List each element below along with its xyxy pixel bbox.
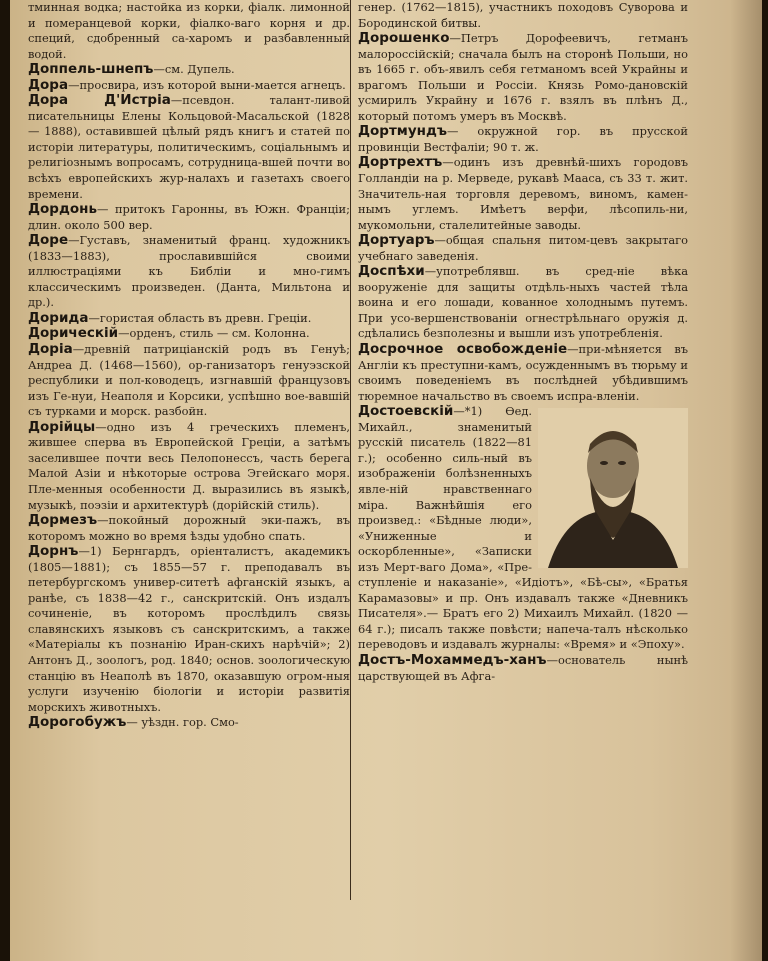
headword: Достоевскій [358, 403, 454, 420]
entry-text: —покойный дорожный эки-пажъ, въ которомъ можно во время ѣзды удобно спать. [28, 513, 350, 543]
entry-8 [28, 342, 350, 420]
entry-text: —древній патриціанскій родъ въ Генуѣ; Андреа Д. (1468—1560), ор-ганизаторъ генуэзской республики и пол-ководецъ, изгнавшій французовъ изъ Ге-нуи, Неаполя и Корсики, успѣшно вое-вавшій съ турками и морск. разбойн. [28, 342, 350, 419]
entry-3 [28, 93, 350, 202]
headword: Доспѣхи [358, 263, 425, 280]
entry-text: —общая спальня питом-цевъ закрытаго учебнаго заведенія. [358, 233, 688, 263]
headword: Доріа [28, 341, 73, 358]
entry-11 [28, 544, 350, 715]
portrait-image [538, 408, 688, 568]
entry-text: — окружной гор. въ прусской провинціи Вестфаліи; 90 т. ж. [358, 124, 688, 154]
entry-7 [28, 326, 350, 342]
encyclopedia-page [10, 0, 762, 961]
entry-1 [28, 62, 350, 78]
headword: Дортуаръ [358, 232, 435, 249]
headword: Дортрехтъ [358, 154, 443, 171]
entry-2 [358, 124, 688, 155]
entry-4 [28, 202, 350, 233]
entry-text: —употреблявш. въ сред-ніе вѣка вооруженіе для защиты отдѣль-ныхъ частей тѣла воина и его лошади, кованное холоднымъ путемъ. При усо-вершенствованіи огнестрѣльнаго оружія д. сдѣлались безполезны и вышли изъ употребленія. [358, 264, 688, 341]
entry-text: —орденъ, стиль — см. Колонна. [118, 326, 310, 341]
headword: Дора Д'Истріа [28, 92, 171, 109]
headword: Дора [28, 76, 69, 93]
entry-6 [358, 342, 688, 404]
entry-9 [28, 420, 350, 513]
entry-text: —псевдон. талант-ливой писательницы Елены Кольцовой-Масальской (1828 — 1888), оставившей цѣлый рядъ книгъ и статей по исторіи литературы, политическимъ, соціальнымъ и религіознымъ вопросамъ, сотрудница-вшей почти во всѣхъ европейскихъ жур-налахъ и газетахъ своего времени. [28, 93, 350, 201]
entry-text: —1) Бернгардъ, оріенталистъ, академикъ (1805—1881); съ 1855—57 г. преподавалъ въ петербургскомъ универ-ситетѣ афганскій языкъ, а ранѣе, съ 1838—42 г., санскритскій. Онъ издалъ сочиненіе, въ которомъ прослѣдилъ связь славянскихъ языковъ съ санскритскимъ, а также «Матеріалы къ познанію Иран-скихъ нарѣчій»; 2) Антонъ Д., зоологъ, род. 1840; основ. зоологическую станцію въ Неаполѣ въ 1870, оказавшую огром-ныя услуги изученію біологіи и исторіи развитія морскихъ животныхъ. [28, 544, 350, 714]
headword: Доппель-шнепъ [28, 61, 154, 78]
entry-5 [358, 264, 688, 342]
entry-6 [28, 311, 350, 327]
headword: Дортмундъ [358, 123, 447, 140]
headword: Дорогобужъ [28, 714, 127, 731]
entry-4 [358, 233, 688, 264]
entry-text: — притокъ Гаронны, въ Южн. Франціи; длин. около 500 вер. [28, 202, 350, 232]
headword: Дормезъ [28, 512, 98, 529]
entry-text: —одно изъ 4 греческихъ племенъ, жившее сперва въ Европейской Греціи, а затѣмъ заселившее почти весь Пелопонессъ, часть берега Малой Азіи и нѣкоторые острова Эгейскаго моря. Пле-менныя особенности Д. выразились въ языкѣ, музыкѣ, поэзіи и архитектурѣ (дорійскій стиль). [28, 419, 350, 512]
entry-text: —Петръ Дорофеевичъ, гетманъ малороссійскій; сначала былъ на сторонѣ Польши, но въ 1665 г. объ-явилъ себя гетманомъ всей Украйны и врагомъ Польши и Россіи. Князь Ромо-дановскій усмирилъ Украйну и 1676 г. взялъ въ плѣнъ Д., который потомъ умеръ въ Москвѣ. [358, 31, 688, 123]
entry-7 [358, 404, 688, 653]
headword: Дордонь [28, 201, 98, 218]
headword: Дорійцы [28, 418, 96, 435]
headword: Дорнъ [28, 543, 79, 560]
entry-text: — уѣздн. гор. Смо- [126, 715, 239, 730]
entry-text: —Густавъ, знаменитый франц. художникъ (1833—1883), прославившійся своими иллюстраціями къ Библіи и мно-гимъ классическимъ произведен. (Данта, Мильтона и др.). [28, 233, 350, 310]
entry-8 [358, 653, 688, 684]
entry-text: генер. (1762—1815), участникъ походовъ Суворова и Бородинской битвы. [358, 0, 688, 30]
page-edge-shadow [730, 0, 762, 961]
left-column [28, 0, 350, 961]
entry-3 [358, 155, 688, 233]
entry-12 [28, 715, 350, 731]
entry-text: —*1) Ѳед. Михайл., знаменитый русскій писатель (1822—81 г.); особенно силь-ный въ изображеніи болѣзненныхъ явле-ній нравственнаго міра. Важнѣйшія его произвед.: «Бѣдные люди», «Униженные и оскорбленные», «Записки изъ Мерт-ваго Дома», «Пре-ступленіе и наказаніе», «Идіотъ», «Бѣ-сы», «Братья Карамазовы» и пр. Онъ издавалъ также «Дневникъ Писателя».— Братъ его 2) Михаилъ Михайл. (1820 —64 г.); писалъ также повѣсти; напеча-талъ нѣсколько переводовъ и издавалъ журналы: «Время» и «Эпоху». [358, 404, 688, 652]
headword: Дорида [28, 309, 89, 326]
entry-0 [358, 0, 688, 31]
headword: Дорошенко [358, 30, 450, 47]
column-divider [350, 0, 351, 900]
headword: Достъ-Мохаммедъ-ханъ [358, 651, 547, 668]
entry-text: —гористая область въ древн. Греціи. [88, 310, 312, 325]
headword: Дорическій [28, 325, 119, 342]
headword: Доре [28, 232, 69, 249]
entry-2 [28, 78, 350, 94]
entry-text: —основатель нынѣ царствующей въ Афга- [358, 652, 688, 683]
entry-0 [28, 0, 350, 62]
entry-text: тминная водка; настойка из корки, фіалк. лимонной и померанцевой корки, фіалко-ваго корня и др. специй, сдобренный са-харомъ и разбавленный водой. [28, 0, 350, 61]
entry-text: —см. Дупель. [153, 62, 235, 77]
right-column [358, 0, 688, 961]
entry-text: —одинъ изъ древнѣй-шихъ городовъ Голландіи на р. Мерведе, рукавѣ Мааса, съ 33 т. жит. Значитель-ная торговля деревомъ, виномъ, камен-нымъ углемъ. Имѣетъ верфи, лѣсопиль-ни, мукомольни, сталелитейные заводы. [358, 155, 688, 232]
entry-10 [28, 513, 350, 544]
entry-text: —при-мѣняется въ Англіи къ преступни-камъ, осужденнымъ въ тюрьму и своимъ поведеніемъ въ послѣдней убѣдившимъ тюремное начальство въ своемъ испра-вленіи. [358, 342, 688, 403]
headword: Досрочное освобожденіе [358, 341, 568, 358]
entry-text: —просвира, изъ которой выни-мается агнецъ. [68, 77, 346, 92]
entry-1 [358, 31, 688, 124]
entry-5 [28, 233, 350, 311]
